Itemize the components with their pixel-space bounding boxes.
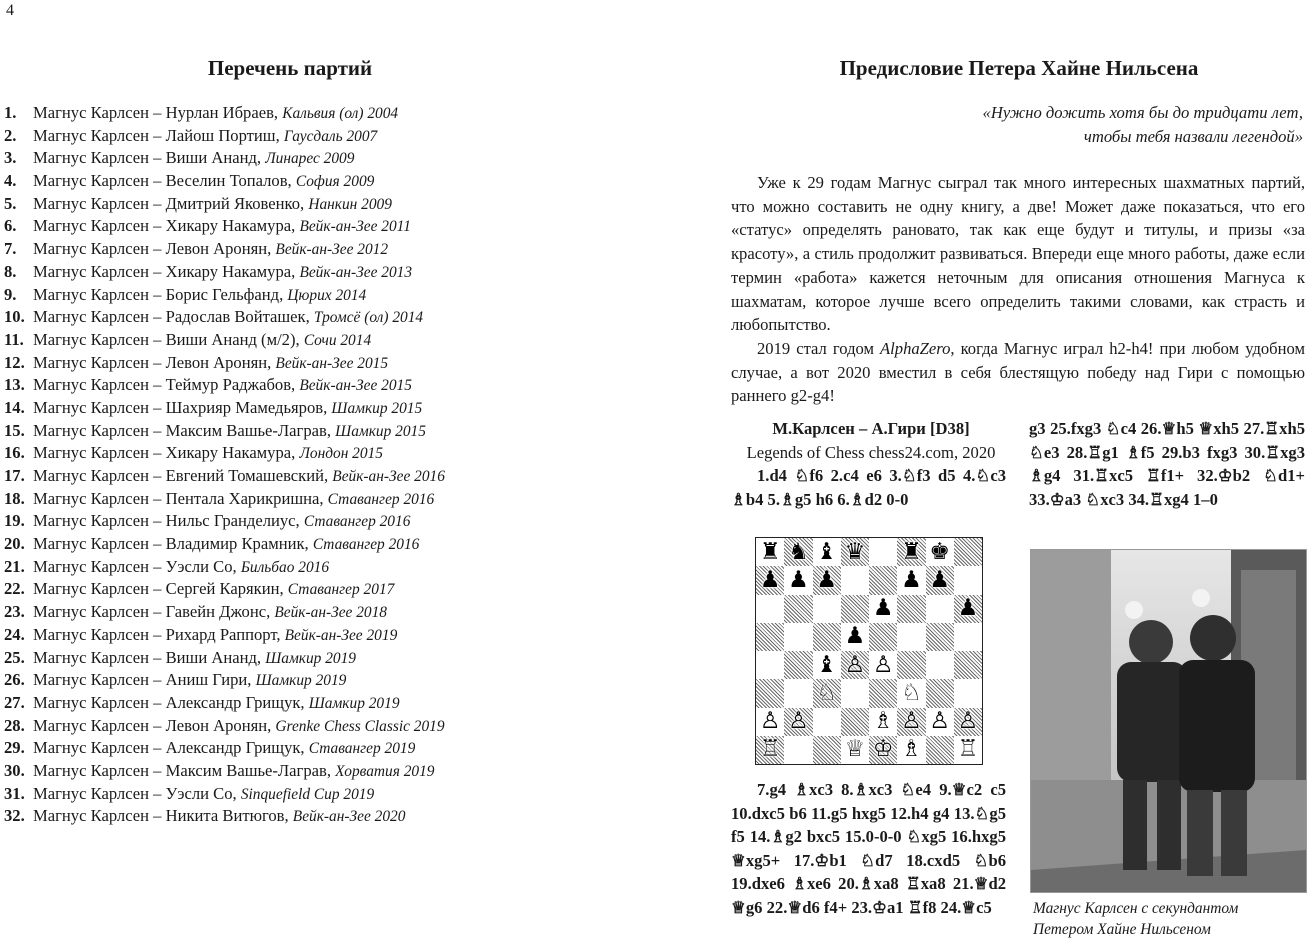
chess-piece-icon: ♗ xyxy=(872,708,894,735)
game-place: Цюрих 2014 xyxy=(287,286,367,304)
game-place: Ставангер 2016 xyxy=(327,490,435,508)
game-place: Бильбао 2016 xyxy=(240,558,330,576)
game-list-item xyxy=(4,601,564,624)
chess-piece-icon: ♘ xyxy=(816,679,837,706)
game-players: Магнус Карлсен – Шахрияр Мамедьяров, xyxy=(33,397,332,417)
game-number: 10. xyxy=(4,307,25,327)
chess-piece-icon: ♗ xyxy=(901,736,922,763)
photo-illustration xyxy=(1031,550,1306,892)
game-number: 26. xyxy=(4,670,25,690)
game-place: Вейк-ан-Зее 2016 xyxy=(332,468,445,485)
board-square xyxy=(897,566,925,594)
game-number: 3. xyxy=(4,148,17,168)
board-square xyxy=(841,623,869,651)
game-number: 11. xyxy=(4,329,24,349)
chess-piece-icon: ♖ xyxy=(957,736,979,763)
board-square xyxy=(926,566,954,594)
game-place: Ставангер 2016 xyxy=(312,536,420,554)
game-header xyxy=(731,417,1011,464)
game-place: Лондон 2015 xyxy=(299,445,383,463)
chess-piece-icon: ♜ xyxy=(901,538,922,565)
board-square xyxy=(841,595,869,623)
board-square xyxy=(784,538,812,566)
game-number: 25. xyxy=(4,647,25,667)
epigraph xyxy=(983,101,1303,149)
game-number: 22. xyxy=(4,579,25,599)
caption-line-1: Магнус Карлсен с секундантом xyxy=(1033,900,1239,917)
foreword-paragraph-1: Уже к 29 годам Магнус сыграл так много интересных шахматных партий, что можно составить не одну книгу, а две! Может даже показаться, что его «статус» определять рановато, так как еще будут и титулы, и призы «за красоту», а стиль продолжит развиваться. Впереди еще много работы, даже если термин «работа» кажется неточным для описания отношения Магнуса к шахматам, которое лучше всего определить такими словами, как страсть и любопытство. xyxy=(731,173,1305,335)
game-place: Sinquefield Cup 2019 xyxy=(240,785,375,803)
game-place: Тромсё (ол) 2014 xyxy=(313,309,424,327)
game-list-item xyxy=(4,306,564,329)
game-list-item xyxy=(4,578,564,601)
game-event: Legends of Chess chess24.com, 2020 xyxy=(746,442,996,462)
game-list-item xyxy=(4,488,564,511)
board-square xyxy=(897,538,925,566)
game-number: 20. xyxy=(4,534,25,554)
game-place: Вейк-ан-Зее 2018 xyxy=(274,604,387,622)
board-square xyxy=(813,708,841,736)
caption-line-2: Петером Хайне Нильсеном xyxy=(1033,921,1211,938)
game-place: Хорватия 2019 xyxy=(335,762,435,780)
para2-start: 2019 стал годом xyxy=(757,338,881,358)
game-list-item xyxy=(4,465,564,488)
chess-piece-icon: ♙ xyxy=(872,651,894,678)
board-square xyxy=(841,708,869,736)
games-list xyxy=(4,102,564,828)
game-players: Магнус Карлсен – Хикару Накамура, xyxy=(33,443,300,463)
game-list-item xyxy=(4,647,564,670)
chess-piece-icon: ♟ xyxy=(957,595,979,622)
alphazero-name: AlphaZero xyxy=(880,338,951,358)
chess-piece-icon: ♙ xyxy=(844,651,866,678)
board-square xyxy=(954,651,982,679)
board-square xyxy=(897,736,925,764)
game-number: 18. xyxy=(4,488,25,508)
board-square xyxy=(869,623,897,651)
game-number: 32. xyxy=(4,806,25,826)
board-square xyxy=(784,651,812,679)
game-players: Магнус Карлсен – Евгений Томашевский, xyxy=(33,466,333,485)
game-list-item xyxy=(4,737,564,760)
game-place: Сочи 2014 xyxy=(303,331,372,349)
game-number: 13. xyxy=(4,375,25,395)
game-place: Grenke Chess Classic 2019 xyxy=(275,717,445,735)
game-number: 30. xyxy=(4,760,25,780)
game-players: Магнус Карлсен – Владимир Крамник, xyxy=(33,534,313,554)
game-list-item xyxy=(4,760,564,783)
game-list-item xyxy=(4,533,564,556)
chess-piece-icon: ♞ xyxy=(788,538,809,565)
game-place: Гаусдаль 2007 xyxy=(283,127,378,145)
chess-piece-icon: ♙ xyxy=(957,708,979,735)
board-square xyxy=(841,736,869,764)
game-place: Ставангер 2017 xyxy=(287,581,395,599)
board-square xyxy=(813,595,841,623)
epigraph-line-2: чтобы тебя назвали легендой» xyxy=(1083,127,1303,146)
chess-piece-icon: ♖ xyxy=(759,736,781,763)
game-players: Магнус Карлсен – Гавейн Джонс, xyxy=(33,602,275,622)
game-place: Ставангер 2016 xyxy=(303,513,411,531)
board-square xyxy=(869,595,897,623)
game-number: 16. xyxy=(4,443,25,463)
board-square xyxy=(813,736,841,764)
chess-piece-icon: ♙ xyxy=(929,708,950,735)
board-square xyxy=(926,679,954,707)
chess-piece-icon: ♟ xyxy=(759,566,781,593)
game-number: 8. xyxy=(4,261,17,281)
game-number: 1. xyxy=(4,103,17,122)
game-players: Магнус Карлсен – Веселин Топалов, xyxy=(33,171,296,191)
game-place: Вейк-ан-Зее 2015 xyxy=(275,354,389,372)
game-place: Вейк-ан-Зее 2011 xyxy=(299,218,411,236)
board-square xyxy=(813,623,841,651)
game-list-item xyxy=(4,510,564,533)
board-square xyxy=(954,736,982,764)
board-square xyxy=(841,679,869,707)
game-number: 7. xyxy=(4,239,17,259)
board-square xyxy=(926,538,954,566)
game-number: 17. xyxy=(4,466,25,485)
game-players: Магнус Карлсен – Левон Аронян, xyxy=(33,715,276,735)
game-players: Магнус Карлсен – Уэсли Со, xyxy=(33,556,241,576)
game-players: Магнус Карлсен – Лайош Портиш, xyxy=(33,125,284,145)
game-players: Магнус Карлсен – Дмитрий Яковенко, xyxy=(33,193,309,213)
game-players: Магнус Карлсен – Александр Грищук, xyxy=(33,738,309,758)
board-square xyxy=(869,679,897,707)
board-square xyxy=(869,736,897,764)
game-players: Магнус Карлсен – Максим Вашье-Лаграв, xyxy=(33,760,336,780)
game-list-item xyxy=(4,170,564,193)
game-list-item xyxy=(4,215,564,238)
game-list-item xyxy=(4,420,564,443)
chess-piece-icon: ♚ xyxy=(929,538,950,565)
game-list-item xyxy=(4,805,564,828)
game-place: Шамкир 2019 xyxy=(255,672,347,690)
game-list-item xyxy=(4,125,564,148)
para2-end: , когда Магнус играл h2-h4! при любом удобном случае, а вот 2020 вместил в себя блестящую победу над Гири с помощью раннего g2-g4! xyxy=(731,338,1305,406)
moves-ending xyxy=(1029,417,1305,511)
moves-opening-text: 1.d4 ♘f6 2.c4 e6 3.♘f3 d5 4.♘c3 ♗b4 5.♗g5 h6 6.♗d2 0-0 xyxy=(731,466,1006,509)
game-number: 14. xyxy=(4,397,25,417)
game-list-item xyxy=(4,442,564,465)
board-square xyxy=(784,623,812,651)
board-square xyxy=(841,538,869,566)
game-list-item xyxy=(4,556,564,579)
game-players: Магнус Карлсен – Теймур Раджабов, xyxy=(33,375,300,395)
game-players: Магнус Карлсен – Нильс Гранделиус, xyxy=(33,511,304,531)
game-place: Шамкир 2015 xyxy=(335,422,426,440)
board-square xyxy=(756,651,784,679)
game-place: София 2009 xyxy=(295,173,375,191)
board-square xyxy=(926,708,954,736)
game-number: 27. xyxy=(4,692,25,712)
game-list-item xyxy=(4,669,564,692)
game-number: 12. xyxy=(4,352,25,372)
chess-piece-icon: ♜ xyxy=(759,538,781,565)
game-players: Магнус Карлсен – Рихард Раппорт, xyxy=(33,624,285,644)
game-place: Вейк-ан-Зее 2020 xyxy=(292,808,406,826)
game-players: Магнус Карлсен – Радослав Войташек, xyxy=(33,307,314,327)
game-number: 5. xyxy=(4,193,17,213)
board-square xyxy=(926,736,954,764)
board-square xyxy=(756,623,784,651)
game-players: Магнус Карлсен – Виши Ананд (м/2), xyxy=(33,329,304,349)
board-square xyxy=(841,566,869,594)
game-players: Магнус Карлсен – Сергей Карякин, xyxy=(33,579,288,599)
board-square xyxy=(954,623,982,651)
board-square xyxy=(813,651,841,679)
game-list-item xyxy=(4,284,564,307)
board-square xyxy=(926,623,954,651)
games-list-title: Перечень партий xyxy=(207,56,373,80)
chess-piece-icon: ♟ xyxy=(901,566,922,593)
page-number: 4 xyxy=(6,2,14,19)
game-players: Магнус Карлсен – Виши Ананд, xyxy=(33,647,266,667)
game-place: Вейк-ан-Зее 2012 xyxy=(275,241,389,259)
game-number: 31. xyxy=(4,783,25,803)
chess-piece-icon: ♝ xyxy=(816,538,837,565)
board-square xyxy=(784,679,812,707)
game-number: 19. xyxy=(4,511,25,531)
chess-piece-icon: ♟ xyxy=(929,566,950,593)
game-list-item xyxy=(4,783,564,806)
game-number: 28. xyxy=(4,715,25,735)
game-number: 9. xyxy=(4,284,17,304)
board-square xyxy=(841,651,869,679)
game-place: Вейк-ан-Зее 2015 xyxy=(299,377,412,395)
board-square xyxy=(756,538,784,566)
game-list-item xyxy=(4,193,564,216)
chess-piece-icon: ♙ xyxy=(901,708,922,735)
game-players: Магнус Карлсен – Пентала Харикришна, xyxy=(33,488,328,508)
game-players: Магнус Карлсен – Левон Аронян, xyxy=(33,239,276,259)
chess-piece-icon: ♟ xyxy=(872,595,894,622)
game-place: Кальвия (ол) 2004 xyxy=(282,105,399,122)
game-number: 23. xyxy=(4,602,25,622)
game-players: Магнус Карлсен – Аниш Гири, xyxy=(33,670,256,690)
game-number: 29. xyxy=(4,738,25,758)
board-square xyxy=(784,736,812,764)
game-place: Нанкин 2009 xyxy=(308,195,392,213)
board-square xyxy=(784,566,812,594)
board-square xyxy=(869,708,897,736)
game-players: М.Карлсен – А.Гири [D38] xyxy=(772,419,970,438)
board-square xyxy=(813,679,841,707)
board-square xyxy=(897,679,925,707)
chess-piece-icon: ♟ xyxy=(816,566,837,593)
foreword-title: Предисловие Петера Хайне Нильсена xyxy=(839,56,1199,80)
game-number: 6. xyxy=(4,216,17,236)
board-square xyxy=(926,651,954,679)
game-list-item xyxy=(4,147,564,170)
foreword-paragraph-2 xyxy=(731,337,1305,408)
game-number: 4. xyxy=(4,171,17,191)
chess-piece-icon: ♘ xyxy=(901,679,922,706)
game-number: 15. xyxy=(4,420,25,440)
chess-piece-icon: ♟ xyxy=(788,566,809,593)
board-square xyxy=(954,538,982,566)
game-place: Линарес 2009 xyxy=(265,150,355,168)
chess-piece-icon: ♛ xyxy=(844,538,866,565)
game-number: 24. xyxy=(4,624,25,644)
board-square xyxy=(954,708,982,736)
game-place: Шамкир 2015 xyxy=(331,399,423,417)
chess-piece-icon: ♕ xyxy=(844,736,866,763)
game-list-item xyxy=(4,692,564,715)
game-players: Магнус Карлсен – Нурлан Ибраев, xyxy=(33,103,283,122)
board-square xyxy=(869,651,897,679)
game-place: Ставангер 2019 xyxy=(308,740,416,758)
game-list-item xyxy=(4,261,564,284)
game-players: Магнус Карлсен – Александр Грищук, xyxy=(33,692,309,712)
game-players: Магнус Карлсен – Никита Витюгов, xyxy=(33,806,293,826)
board-square xyxy=(756,679,784,707)
game-list-item xyxy=(4,397,564,420)
game-place: Шамкир 2019 xyxy=(308,694,400,712)
board-square xyxy=(897,708,925,736)
game-players: Магнус Карлсен – Борис Гельфанд, xyxy=(33,284,288,304)
board-square xyxy=(784,595,812,623)
game-number: 21. xyxy=(4,556,25,576)
game-players: Магнус Карлсен – Хикару Накамура, xyxy=(33,216,300,236)
photo-carlsen-nielsen xyxy=(1030,549,1307,893)
board-square xyxy=(897,595,925,623)
photo-caption xyxy=(1033,898,1307,940)
game-list-item xyxy=(4,624,564,647)
board-square xyxy=(756,736,784,764)
board-square xyxy=(784,708,812,736)
board-square xyxy=(926,595,954,623)
board-square xyxy=(897,623,925,651)
moves-opening xyxy=(731,464,1006,511)
game-players: Магнус Карлсен – Виши Ананд, xyxy=(33,148,266,168)
game-place: Шамкир 2019 xyxy=(265,649,356,667)
board-square xyxy=(954,566,982,594)
game-list-item xyxy=(4,374,564,397)
board-square xyxy=(954,595,982,623)
game-place: Вейк-ан-Зее 2013 xyxy=(299,263,413,281)
game-players: Магнус Карлсен – Левон Аронян, xyxy=(33,352,276,372)
chess-piece-icon: ♙ xyxy=(788,708,809,735)
game-list-item xyxy=(4,352,564,375)
foreword-text xyxy=(731,171,1305,408)
moves-middlegame xyxy=(731,778,1006,919)
board-square xyxy=(897,651,925,679)
chess-board-diagram xyxy=(755,537,983,765)
chess-piece-icon: ♟ xyxy=(844,623,866,650)
game-players: Магнус Карлсен – Хикару Накамура, xyxy=(33,261,300,281)
game-place: Вейк-ан-Зее 2019 xyxy=(284,626,398,644)
game-players: Магнус Карлсен – Максим Вашье-Лаграв, xyxy=(33,420,336,440)
board-square xyxy=(813,538,841,566)
game-list-item xyxy=(4,102,564,125)
board-square xyxy=(869,538,897,566)
board-square xyxy=(756,595,784,623)
game-list-item xyxy=(4,238,564,261)
game-list-item xyxy=(4,715,564,738)
chess-piece-icon: ♝ xyxy=(816,651,837,678)
board-square xyxy=(869,566,897,594)
game-players: Магнус Карлсен – Уэсли Со, xyxy=(33,783,241,803)
board-square xyxy=(813,566,841,594)
epigraph-line-1: «Нужно дожить хотя бы до тридцати лет, xyxy=(982,103,1303,122)
board-square xyxy=(954,679,982,707)
game-list-item xyxy=(4,329,564,352)
chess-piece-icon: ♔ xyxy=(872,736,894,763)
chess-piece-icon: ♙ xyxy=(759,708,781,735)
game-number: 2. xyxy=(4,125,17,145)
moves-ending-text: g3 25.fxg3 ♘c4 26.♕h5 ♕xh5 27.♖xh5 ♘e3 28.♖g1 ♗f5 29.b3 fxg3 30.♖xg3 ♗g4 31.♖xc5 ♖f1+ 32.♔b2 ♘d1+ 33.♔a3 ♘xc3 34.♖xg4 1–0 xyxy=(1029,419,1305,509)
moves-middlegame-text: 7.g4 ♗xc3 8.♗xc3 ♘e4 9.♕c2 c5 10.dxc5 b6 11.g5 hxg5 12.h4 g4 13.♘g5 f5 14.♗g2 bxc5 15.0-0-0 ♘xg5 16.hxg5 ♕xg5+ 17.♔b1 ♘d7 18.cxd5 ♘b6 19.dxe6 ♗xe6 20.♗xa8 ♖xa8 21.♕d2 ♕g6 22.♕d6 f4+ 23.♔a1 ♖f8 24.♕c5 xyxy=(731,780,1006,917)
board-square xyxy=(756,566,784,594)
board-square xyxy=(756,708,784,736)
